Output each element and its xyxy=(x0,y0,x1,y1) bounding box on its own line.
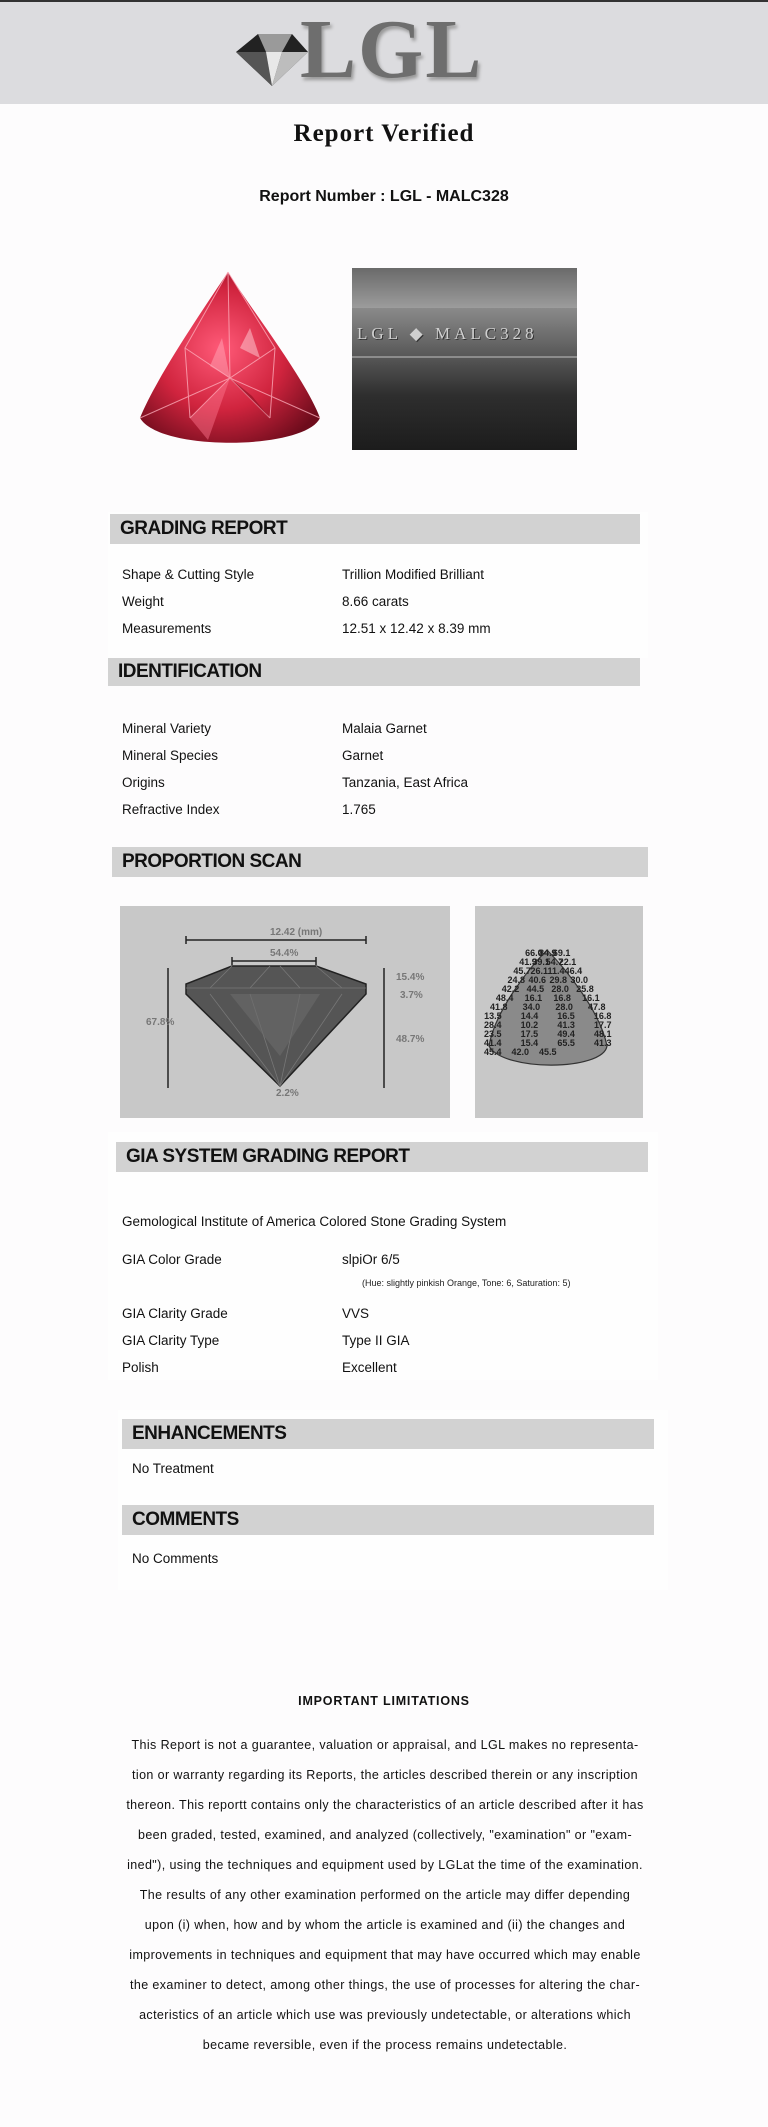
gia-clarity-grade-value: VVS xyxy=(342,1306,370,1321)
limitations-line: ined"), using the techniques and equipment used by LGLat the time of the examination. xyxy=(127,1858,643,1872)
limitations-line: This Report is not a guarantee, valuation or appraisal, and LGL makes no representa- xyxy=(131,1738,639,1752)
crown-height-pct: 15.4% xyxy=(396,972,425,983)
proportion-value: 11.4 xyxy=(547,966,565,976)
proportion-value: 17.5 xyxy=(520,1029,539,1039)
proportion-value: 28.0 xyxy=(551,984,569,994)
proportion-value: 46.4 xyxy=(564,966,583,976)
gia-color-grade-value: slpiOr 6/5 xyxy=(342,1252,400,1267)
proportion-value: 16.1 xyxy=(524,993,543,1003)
proportion-value: 24.8 xyxy=(507,975,526,985)
limitations-line: acteristics of an article which use was previously undetectable, or alterations which xyxy=(139,2008,631,2022)
proportion-value: 26.1 xyxy=(530,966,548,976)
refractive-index-label: Refractive Index xyxy=(122,802,220,817)
gia-color-grade-label: GIA Color Grade xyxy=(122,1252,222,1267)
proportion-value: 39.1 xyxy=(532,957,550,967)
girdle-inscription-photo xyxy=(352,268,577,450)
limitations-line: thereon. This reportt contains only the characteristics of an article described after it has xyxy=(126,1798,644,1812)
gemstone-photo xyxy=(130,268,330,458)
shape-value: Trillion Modified Brilliant xyxy=(342,567,485,582)
measurements-value: 12.51 x 12.42 x 8.39 mm xyxy=(342,621,491,636)
proportion-value: 48.1 xyxy=(594,1029,612,1039)
gia-subtitle: Gemological Institute of America Colored Stone Grading System xyxy=(122,1214,507,1229)
proportion-value: 40.6 xyxy=(528,975,547,985)
mineral-variety-value: Malaia Garnet xyxy=(342,721,427,736)
proportion-value: 45.4 xyxy=(484,1047,502,1057)
girdle-pct: 3.7% xyxy=(400,990,423,1001)
proportion-value: 65.5 xyxy=(557,1038,575,1048)
proportion-value: 16.1 xyxy=(582,993,600,1003)
proportion-value: 49.4 xyxy=(557,1029,575,1039)
proportion-value: 41.3 xyxy=(594,1038,612,1048)
total-depth-pct: 67.8% xyxy=(146,1017,175,1028)
proportion-value: 41.4 xyxy=(484,1038,502,1048)
proportion-value: 28.4 xyxy=(484,1020,502,1030)
proportion-value: 84.9 xyxy=(539,948,557,958)
proportion-value: 34.0 xyxy=(522,1002,541,1012)
proportion-value: 69.1 xyxy=(552,948,571,958)
proportion-value: 16.8 xyxy=(593,1011,612,1021)
limitations-line: improvements in techniques and equipment that may have occurred which may enable xyxy=(129,1948,641,1962)
limitations-line: upon (i) when, how and by whom the article is examined and (ii) the changes and xyxy=(144,1918,626,1932)
proportion-value: 41.8 xyxy=(490,1002,508,1012)
gia-clarity-type-value: Type II GIA xyxy=(342,1333,410,1348)
culet-pct: 2.2% xyxy=(276,1088,299,1099)
proportion-value: 66.0 xyxy=(525,948,543,958)
mineral-species-label: Mineral Species xyxy=(122,748,219,763)
proportion-value: 54.7 xyxy=(545,957,564,967)
polish-label: Polish xyxy=(122,1360,159,1375)
proportion-value: 10.2 xyxy=(520,1020,539,1030)
limitations-line: became reversible, even if the process remains undetectable. xyxy=(202,2038,568,2052)
polish-value: Excellent xyxy=(342,1360,397,1375)
proportion-value: 13.5 xyxy=(484,1011,502,1021)
pavilion-depth-pct: 48.7% xyxy=(396,1034,425,1045)
proportion-value: 17.7 xyxy=(594,1020,612,1030)
proportion-value: 41.9 xyxy=(519,957,537,967)
weight-label: Weight xyxy=(122,594,164,609)
measurements-label: Measurements xyxy=(122,621,212,636)
proportion-value: 41.3 xyxy=(557,1020,575,1030)
limitations-line: The results of any other examination performed on the article may differ depending xyxy=(139,1888,631,1902)
top-view-diagram xyxy=(475,906,643,1118)
gia-color-note: (Hue: slightly pinkish Orange, Tone: 6, Saturation: 5) xyxy=(362,1278,571,1288)
mineral-species-value: Garnet xyxy=(342,748,384,763)
identification-heading: IDENTIFICATION xyxy=(108,658,640,686)
comments-value: No Comments xyxy=(132,1551,219,1566)
gia-heading: GIA SYSTEM GRADING REPORT xyxy=(116,1142,648,1172)
proportion-value: 16.5 xyxy=(557,1011,575,1021)
width-label: 12.42 (mm) xyxy=(270,927,323,938)
proportion-value: 16.8 xyxy=(553,993,571,1003)
proportion-value: 48.4 xyxy=(495,993,514,1003)
enhancements-value: No Treatment xyxy=(132,1461,214,1476)
shape-label: Shape & Cutting Style xyxy=(122,567,255,582)
origins-value: Tanzania, East Africa xyxy=(342,775,469,790)
origins-label: Origins xyxy=(122,775,165,790)
proportion-value: 25.8 xyxy=(576,984,594,994)
side-profile-diagram xyxy=(120,906,450,1118)
proportion-value: 29.8 xyxy=(549,975,568,985)
limitations-line: tion or warranty regarding its Reports, the articles described therein or any inscription xyxy=(132,1768,638,1782)
mineral-variety-label: Mineral Variety xyxy=(122,721,212,736)
proportion-value: 28.0 xyxy=(555,1002,573,1012)
gia-clarity-type-label: GIA Clarity Type xyxy=(122,1333,220,1348)
proportion-scan-heading: PROPORTION SCAN xyxy=(112,847,648,877)
report-number: Report Number : LGL - MALC328 xyxy=(259,188,509,205)
proportion-value: 42.2 xyxy=(501,984,520,994)
grading-report-heading: GRADING REPORT xyxy=(110,514,640,544)
limitations-heading: IMPORTANT LIMITATIONS xyxy=(298,1694,470,1708)
enhancements-heading: ENHANCEMENTS xyxy=(122,1419,654,1449)
logo-text: LGL xyxy=(300,3,484,96)
limitations-line: been graded, tested, examined, and analyzed (collectively, "examination" or "exam- xyxy=(137,1828,633,1842)
inscription-text: LGL ◆ MALC328 xyxy=(357,324,538,343)
proportion-value: 45.7 xyxy=(513,966,531,976)
limitations-line: the examiner to detect, among other things, the use of processes for altering the char- xyxy=(129,1978,641,1992)
proportion-value: 14.4 xyxy=(520,1011,539,1021)
proportion-value: 23.5 xyxy=(484,1029,502,1039)
proportion-value: 45.5 xyxy=(539,1047,557,1057)
proportion-value: 44.5 xyxy=(526,984,545,994)
proportion-value: 22.1 xyxy=(558,957,577,967)
proportion-value: 30.0 xyxy=(570,975,588,985)
page-title: Report Verified xyxy=(293,120,475,147)
proportion-value: 47.8 xyxy=(588,1002,606,1012)
proportion-value: 42.0 xyxy=(511,1047,530,1057)
table-pct: 54.4% xyxy=(270,948,299,959)
gia-clarity-grade-label: GIA Clarity Grade xyxy=(122,1306,228,1321)
limitations-text xyxy=(115,1730,655,2060)
weight-value: 8.66 carats xyxy=(342,594,409,609)
comments-heading: COMMENTS xyxy=(122,1505,654,1535)
refractive-index-value: 1.765 xyxy=(342,802,376,817)
proportion-value: 15.4 xyxy=(520,1038,539,1048)
